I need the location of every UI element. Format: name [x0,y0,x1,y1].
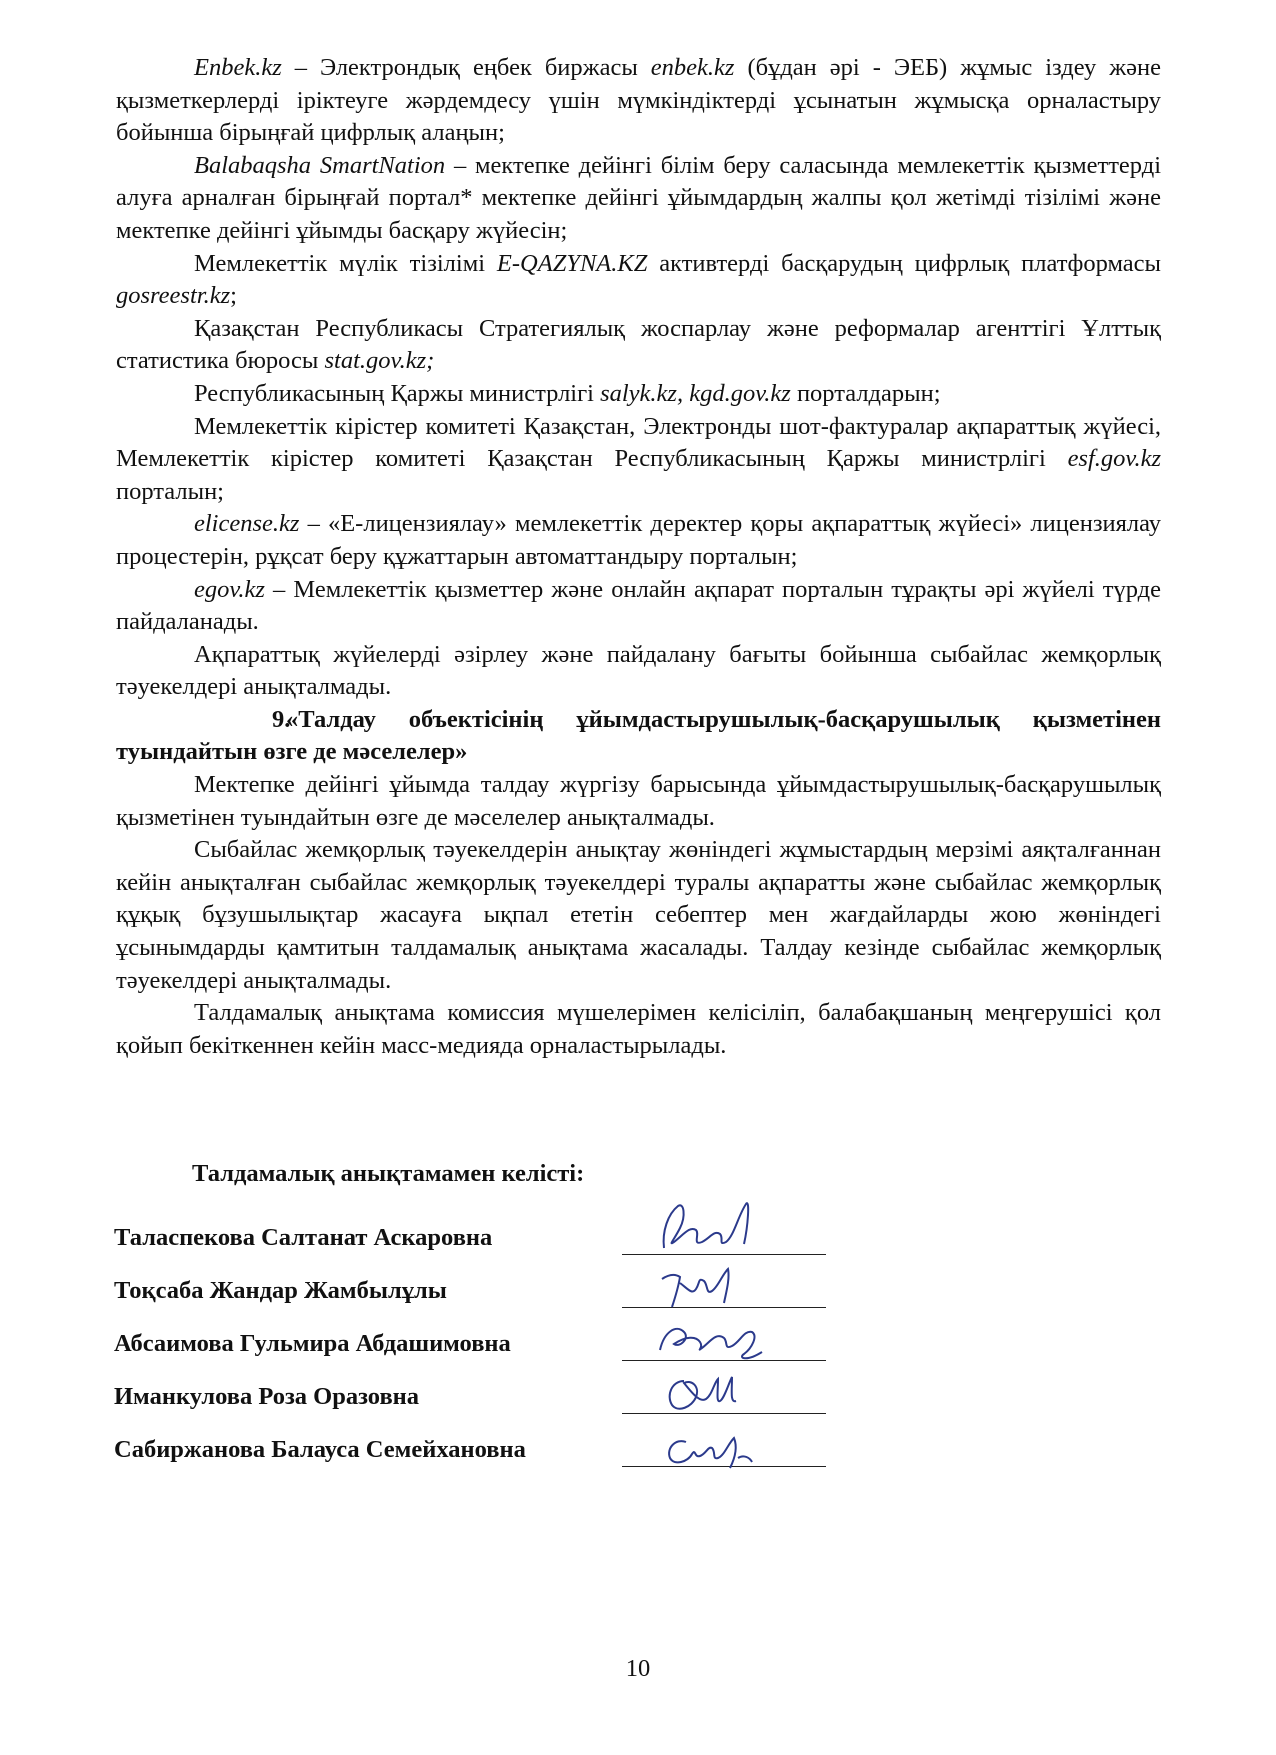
paragraph-text: Республикасының Қаржы министрлігі [194,379,601,407]
body-paragraph [116,411,1161,509]
paragraph-text: активтерді басқарудың цифрлық платформасы [647,249,1162,277]
body-paragraph [116,248,1161,313]
page-number: 10 [625,1655,651,1682]
portal-name: gosreestr.kz [116,282,231,310]
signatory-list [114,1224,834,1489]
body-paragraph [116,508,1161,573]
portal-name: esf.gov.kz [1067,445,1161,473]
portal-name: salyk.kz, kgd.gov.kz [600,379,791,407]
signatory-name: Таласпекова Салтанат Аскаровна [114,1224,493,1251]
paragraph-text: – мектепке дейінгі білім беру саласында мемлекеттік қызметтерді алуға арналған бірыңғай портал* мектепке дейінгі ұйымдардың жалпы қол жетімді тізілімі және мектепке дейінгі ұйымды басқару жүйесін; [116,151,1162,244]
agreement-label: Талдамалық анықтамамен келісті: [192,1160,585,1187]
paragraph-text: – Мемлекеттік қызметтер және онлайн ақпарат порталын тұрақты әрі жүйелі түрде пайдаланады. [116,575,1161,636]
paragraph-text: Мемлекеттік мүлік тізілімі [194,249,497,277]
signatory-row [114,1436,834,1489]
paragraph-text: (бұдан әрі - ЭЕБ) жұмыс іздеу және қызметкерлерді іріктеуге жәрдемдесу үшін мүмкіндіктерді ұсынатын жұмысқа орналастыру бойынша бірыңғай цифрлық алаңын; [116,54,1161,147]
body-text [116,52,1161,1062]
paragraph-text: порталын; [116,477,224,505]
section-paragraph: Талдамалық анықтама комиссия мүшелерімен келісіліп, балабақшаның меңгерушісі қол қойып бекіткеннен кейін масс-медияда орналастырылады. [116,999,1161,1059]
portal-name: elicense.kz [194,510,300,538]
body-paragraph [116,574,1161,639]
portal-name: Balabaqsha SmartNation [194,151,446,179]
portal-name: stat.gov.kz; [324,347,435,375]
paragraph-text: Ақпараттық жүйелерді әзірлеу және пайдалану бағыты бойынша сыбайлас жемқорлық тәуекелдері анықталмады. [116,640,1161,701]
body-paragraph [116,378,1161,411]
signatory-name: Тоқсаба Жандар Жамбылұлы [114,1277,447,1304]
signatory-name: Иманкулова Роза Оразовна [114,1383,420,1410]
signatory-name: Абсаимова Гульмира Абдашимовна [114,1330,511,1357]
paragraph-text: порталдарын; [790,379,941,407]
section-number: 9. [272,705,291,733]
portal-name: enbek.kz [650,54,735,81]
paragraph-text: Мемлекеттік кірістер комитеті Қазақстан, Электронды шот-фактуралар ақпараттық жүйесі, Мемлекеттік кірістер комитеті Қазақстан Республикасының Қаржы министрлігі [116,412,1161,473]
paragraph-text: ; [230,282,237,310]
body-paragraph [116,639,1161,704]
body-paragraph [116,313,1161,378]
section-heading [116,704,1161,769]
signature-mark [634,1408,834,1478]
section-paragraph: Мектепке дейінгі ұйымда талдау жүргізу барысында ұйымдастырушылық-басқарушылық қызметінен туындайтын өзге де мәселелер анықталмады. [116,771,1161,831]
section-title: «Талдау объектісінің ұйымдастырушылық-басқарушылық қызметінен туындайтын өзге де мәселелер» [116,705,1161,766]
portal-name: E-QAZYNA.KZ [496,249,648,277]
paragraph-text: – Электрондық еңбек биржасы [281,54,651,81]
body-paragraph [116,52,1161,150]
body-paragraph [116,150,1161,248]
portal-name: egov.kz [194,575,265,603]
paragraph-text: – «Е-лицензиялау» мемлекеттік деректер қоры ақпараттық жүйесі» лицензиялау процестерін, рұқсат беру құжаттарын автоматтандыру порталын; [116,510,1161,570]
portal-name: Enbek.kz [194,54,282,81]
paragraph-text: Қазақстан Республикасы Стратегиялық жоспарлау және реформалар агенттігі Ұлттық статистика бюросы [116,314,1161,375]
section-paragraph: Сыбайлас жемқорлық тәуекелдерін анықтау жөніндегі жұмыстардың мерзімі аяқталғаннан кейін анықталған сыбайлас жемқорлық тәуекелдері туралы ақпаратты және сыбайлас жемқорлық құқық бұзушылықтар жасауға ықпал ететін себептер мен жағдайларды жою жөніндегі ұсынымдарды қамтитын талдамалық анықтама жасалады. Талдау кезінде сыбайлас жемқорлық тәуекелдері анықталмады. [116,836,1161,994]
paragraph-list [116,52,1161,704]
signatory-name: Сабиржанова Балауса Семейхановна [114,1436,526,1463]
